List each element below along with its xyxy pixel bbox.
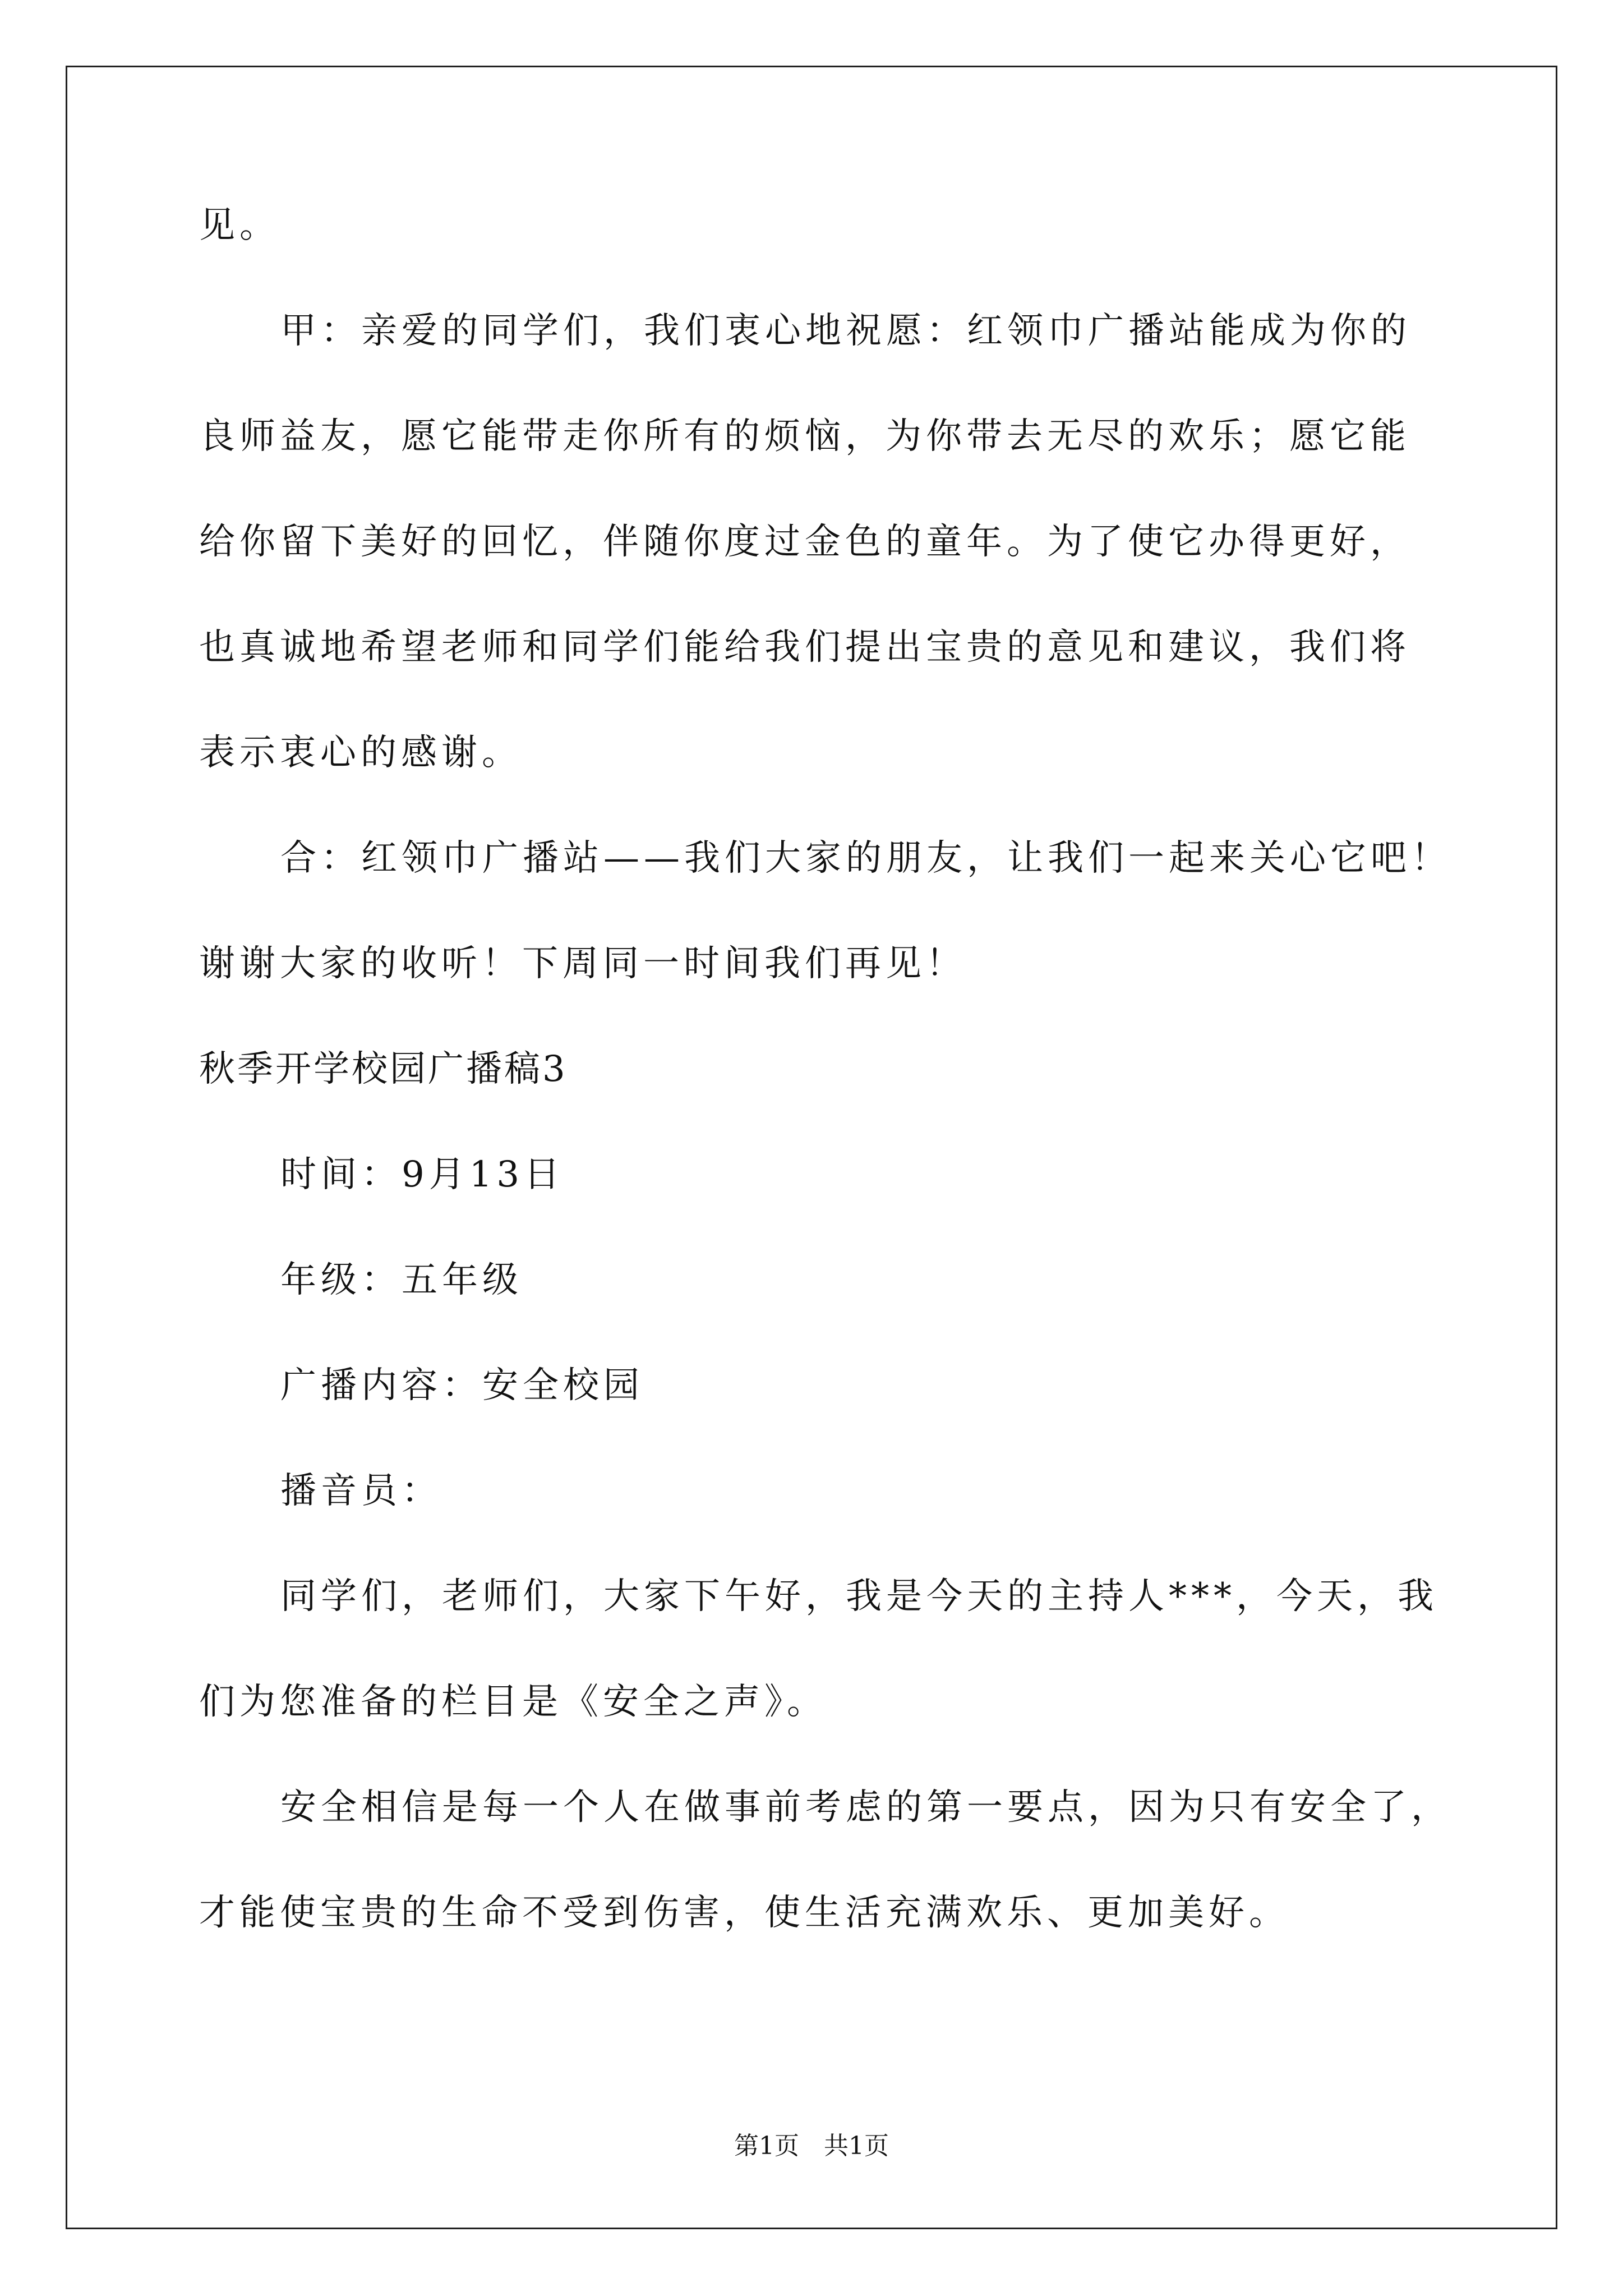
paragraph-line: 同学们，老师们，大家下午好，我是今天的主持人***，今天，我 (280, 1576, 1438, 1617)
text-line: 也真诚地希望老师和同学们能给我们提出宝贵的意见和建议，我们将 (199, 627, 1410, 668)
paragraph-line: 甲：亲爱的同学们，我们衷心地祝愿：红领巾广播站能成为你的 (280, 310, 1411, 352)
text-line: 良师益友，愿它能带走你所有的烦恼，为你带去无尽的欢乐；愿它能 (199, 416, 1410, 457)
page-footer: 第1页 共1页 (734, 2132, 889, 2160)
section-heading: 秋季开学校园广播稿3 (199, 1048, 568, 1090)
text-line: 们为您准备的栏目是《安全之声》。 (199, 1681, 827, 1723)
text-line: 谢谢大家的收听！下周同一时间我们再见！ (199, 943, 966, 984)
text-line: 才能使宝贵的生命不受到伤害，使生活充满欢乐、更加美好。 (199, 1892, 1289, 1934)
text-line: 给你留下美好的回忆，伴随你度过金色的童年。为了使它办得更好， (199, 521, 1410, 563)
paragraph-line: 安全相信是每一个人在做事前考虑的第一要点，因为只有安全了， (280, 1787, 1451, 1828)
text-line: 表示衷心的感谢。 (199, 732, 522, 774)
info-line-content: 广播内容：安全校园 (280, 1365, 644, 1406)
info-line-announcer: 播音员： (280, 1470, 442, 1512)
text-line: 见。 (199, 205, 280, 246)
paragraph-line: 合：红领巾广播站——我们大家的朋友，让我们一起来关心它吧！ (280, 838, 1451, 879)
info-line-time: 时间：9月13日 (280, 1154, 565, 1195)
info-line-grade: 年级：五年级 (280, 1259, 523, 1301)
